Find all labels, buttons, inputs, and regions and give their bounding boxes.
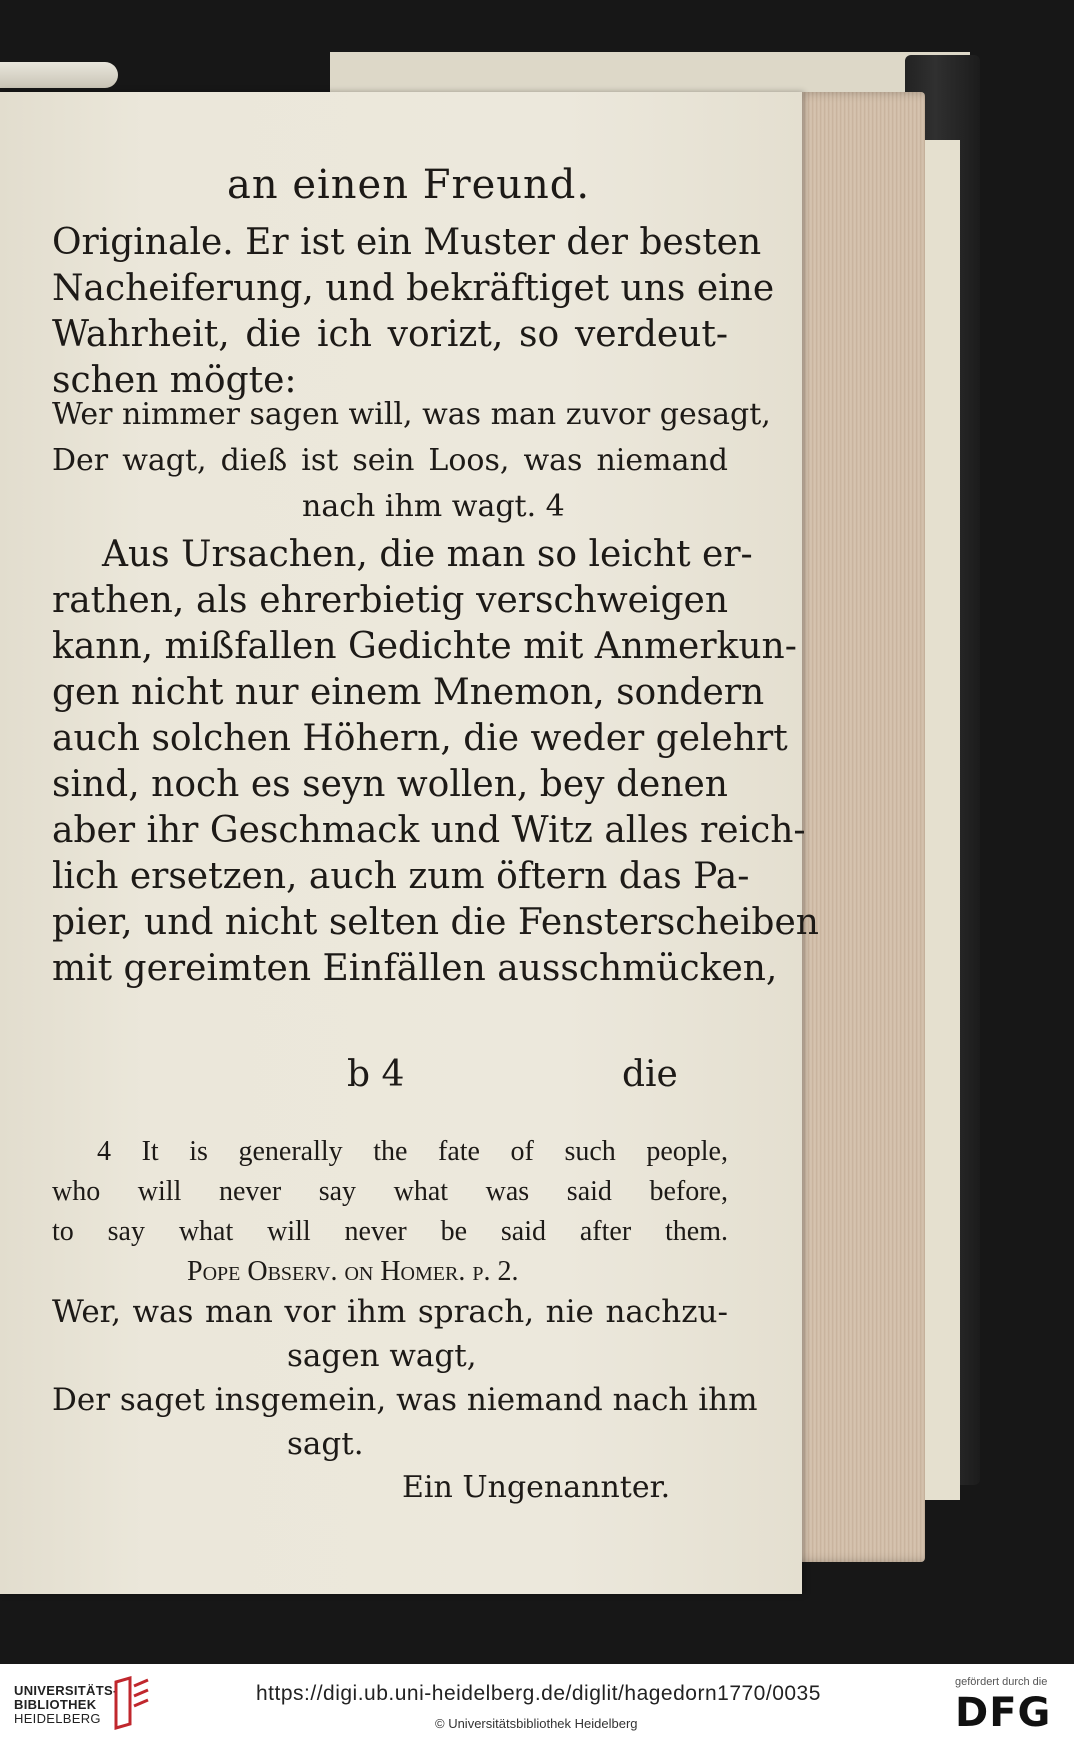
signature-mark: b 4	[347, 1054, 405, 1095]
text-line: Wahrheit, die ich vorizt, so verdeut-	[52, 314, 728, 355]
text-line: Originale. Er ist ein Muster der besten	[52, 222, 762, 263]
catchword: die	[622, 1054, 678, 1095]
library-emblem-icon	[112, 1676, 152, 1730]
text-line: gen nicht nur einem Mnemon, sondern	[52, 672, 765, 713]
text-line: mit gereimten Einfällen ausschmücken,	[52, 948, 778, 989]
library-name-line: HEIDELBERG	[14, 1711, 101, 1726]
funder-note: gefördert durch die	[955, 1676, 1048, 1688]
verse-line: sagt.	[287, 1426, 364, 1462]
text-line: rathen, als ehrerbietig verschweigen	[52, 580, 728, 621]
library-name-line: BIBLIOTHEK	[14, 1697, 97, 1712]
footnote-citation: Pope Observ. on Homer. p. 2.	[187, 1256, 519, 1287]
library-name-line: UNIVERSITÄTS-	[14, 1683, 118, 1698]
verse-line: Der saget insgemein, was niemand nach ihm	[52, 1382, 758, 1418]
text-line: aber ihr Geschmack und Witz alles reich-	[52, 810, 806, 851]
verse-quote-1	[52, 392, 771, 530]
footnote-line: 4 It is generally the fate of such people,	[97, 1136, 728, 1167]
dfg-logo: DFG	[955, 1690, 1052, 1736]
verse-line: Wer nimmer sagen will, was man zuvor gesagt,	[52, 397, 771, 432]
verse-line: nach ihm wagt. 4	[302, 489, 565, 524]
verse-quote-2	[52, 1290, 758, 1510]
page-block-edges	[785, 92, 925, 1562]
book-page	[0, 92, 819, 1594]
text-line: pier, und nicht selten die Fensterscheiben	[52, 902, 819, 943]
running-head: an einen Freund.	[227, 162, 591, 208]
verse-author: Ein Ungenannter.	[402, 1470, 671, 1505]
footnote-line: who will never say what was said before,	[52, 1176, 728, 1207]
verse-line: Wer, was man vor ihm sprach, nie nachzu-	[52, 1294, 728, 1330]
text-line: lich ersetzen, auch zum öftern das Pa-	[52, 856, 750, 897]
back-cover-page	[330, 52, 970, 92]
endpaper-strip	[925, 140, 960, 1500]
page-url-link[interactable]: https://digi.ub.uni-heidelberg.de/diglit/hagedorn1770/0035	[256, 1682, 821, 1705]
text-line: sind, noch es seyn wollen, bey denen	[52, 764, 728, 805]
text-line: auch solchen Höhern, die weder gelehrt	[52, 718, 788, 759]
text-line: kann, mißfallen Gedichte mit Anmerkun-	[52, 626, 797, 667]
verse-line: Der wagt, dieß ist sein Loos, was niemand	[52, 443, 728, 478]
footer-bar	[0, 1664, 1074, 1744]
copyright-notice: © Universitätsbibliothek Heidelberg	[435, 1716, 638, 1731]
footnote	[52, 1132, 728, 1292]
verse-line: sagen wagt,	[287, 1338, 477, 1374]
paragraph-1	[52, 220, 775, 404]
paragraph-2	[52, 532, 819, 992]
bookmark-ribbon	[0, 62, 118, 88]
library-logo-text	[14, 1684, 118, 1726]
footnote-line: to say what will never be said after them.	[52, 1216, 728, 1247]
text-line: schen mögte:	[52, 360, 297, 401]
text-line: Aus Ursachen, die man so leicht er-	[102, 534, 753, 575]
text-line: Nacheiferung, und bekräftiget uns eine	[52, 268, 775, 309]
